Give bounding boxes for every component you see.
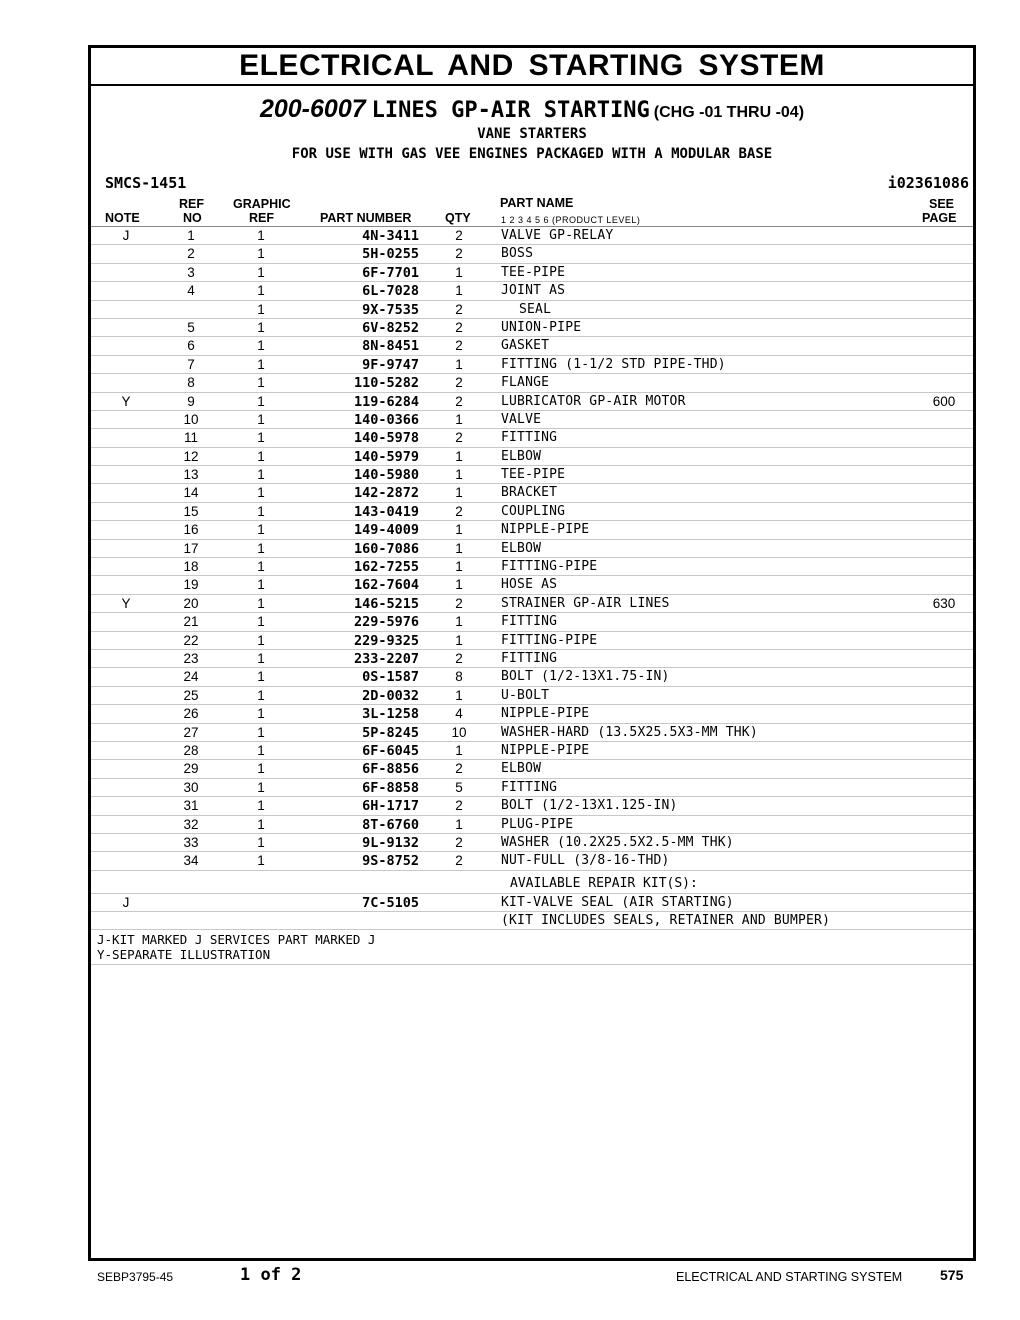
part-name-cell: ELBOW [501, 540, 542, 556]
part-number-cell: 6F-8856 [362, 761, 419, 778]
footer-page-of: 1 of 2 [240, 1265, 302, 1285]
part-number-cell: 6F-7701 [362, 264, 419, 281]
col-note-header: NOTE [105, 211, 140, 225]
qty-cell: 1 [455, 559, 463, 575]
graphic-ref-cell: 1 [257, 816, 265, 832]
col-see-header-bottom: PAGE [922, 211, 957, 225]
graphic-ref-cell: 1 [257, 503, 265, 519]
table-row [91, 319, 973, 337]
qty-cell: 1 [455, 577, 463, 593]
graphic-ref-cell: 1 [257, 669, 265, 685]
part-number-cell: 142-2872 [353, 485, 419, 502]
graphic-ref-cell: 1 [257, 798, 265, 814]
part-number-cell: 6L-7028 [362, 283, 419, 300]
graphic-ref-cell: 1 [257, 687, 265, 703]
kit-row [91, 894, 973, 912]
product-level-header: 1 2 3 4 5 6 (PRODUCT LEVEL) [501, 215, 641, 225]
part-name-cell: BOSS [501, 246, 534, 262]
part-name-cell: BOLT (1/2-13X1.75-IN) [501, 669, 670, 685]
graphic-ref-cell: 1 [257, 853, 265, 869]
ref-number-cell: 4 [187, 283, 195, 299]
table-row [91, 301, 973, 319]
col-ref-header-top: REF [179, 197, 204, 211]
table-row [91, 613, 973, 631]
footer-system-name: ELECTRICAL AND STARTING SYSTEM [676, 1270, 903, 1284]
col-see-header-top: SEE [929, 197, 955, 211]
part-name-cell: WASHER (10.2X25.5X2.5-MM THK) [501, 834, 734, 850]
kit-note: J [122, 894, 130, 910]
part-name-cell: TEE-PIPE [501, 467, 566, 483]
table-row [91, 852, 973, 870]
part-number-cell: 140-5980 [353, 467, 419, 484]
table-row [91, 227, 973, 245]
part-number-cell: 0S-1587 [362, 669, 419, 686]
qty-cell: 2 [455, 853, 463, 869]
part-number-cell: 8T-6760 [362, 816, 419, 833]
part-number-cell: 5P-8245 [362, 724, 419, 741]
note-cell: Y [121, 393, 131, 409]
part-number-cell: 149-4009 [353, 522, 419, 539]
ref-number-cell: 3 [187, 264, 195, 280]
ref-number-cell: 30 [183, 779, 199, 795]
graphic-ref-cell: 1 [257, 393, 265, 409]
ref-number-cell: 17 [183, 540, 199, 556]
part-name-cell: TEE-PIPE [501, 264, 566, 280]
ref-number-cell: 28 [183, 742, 199, 758]
footer-doc-number: SEBP3795-45 [97, 1270, 174, 1284]
qty-cell: 4 [455, 706, 463, 722]
group-name: LINES GP-AIR STARTING [371, 98, 650, 123]
graphic-ref-cell: 1 [257, 301, 265, 317]
table-row [91, 779, 973, 797]
ref-number-cell: 29 [183, 761, 199, 777]
graphic-ref-cell: 1 [257, 724, 265, 740]
table-row [91, 576, 973, 594]
qty-cell: 1 [455, 632, 463, 648]
part-name-cell: FITTING [501, 650, 558, 666]
table-row [91, 356, 973, 374]
ref-number-cell: 33 [183, 834, 199, 850]
see-page-cell: 600 [932, 393, 956, 409]
graphic-ref-cell: 1 [257, 448, 265, 464]
table-row [91, 337, 973, 355]
kit-name: KIT-VALVE SEAL (AIR STARTING) [501, 894, 734, 910]
footer-page-number: 575 [940, 1267, 964, 1283]
part-number-cell: 162-7604 [353, 577, 419, 594]
qty-cell: 2 [455, 595, 463, 611]
graphic-ref-cell: 1 [257, 228, 265, 243]
ref-number-cell: 1 [187, 228, 195, 243]
ref-number-cell: 23 [183, 650, 199, 666]
kit-includes: (KIT INCLUDES SEALS, RETAINER AND BUMPER) [501, 913, 831, 929]
ref-number-cell: 8 [187, 375, 195, 391]
part-name-cell: ELBOW [501, 448, 542, 464]
table-row [91, 687, 973, 705]
part-name-cell: FLANGE [501, 375, 550, 391]
ref-number-cell: 25 [183, 687, 199, 703]
part-number-cell: 6H-1717 [362, 798, 419, 815]
graphic-ref-cell: 1 [257, 540, 265, 556]
graphic-ref-cell: 1 [257, 761, 265, 777]
qty-cell: 2 [455, 319, 463, 335]
graphic-ref-cell: 1 [257, 356, 265, 372]
part-name-cell: PLUG-PIPE [501, 816, 574, 832]
smcs-row [91, 172, 973, 196]
table-row [91, 484, 973, 502]
table-row [91, 650, 973, 668]
qty-cell: 1 [455, 356, 463, 372]
graphic-ref-cell: 1 [257, 577, 265, 593]
table-row [91, 503, 973, 521]
qty-cell: 2 [455, 246, 463, 262]
graphic-ref-cell: 1 [257, 742, 265, 758]
part-name-cell: NIPPLE-PIPE [501, 742, 590, 758]
smcs-code: SMCS-1451 [105, 174, 187, 192]
group-subtitle-1: VANE STARTERS [477, 126, 587, 142]
ref-number-cell: 22 [183, 632, 199, 648]
part-name-cell: VALVE GP-RELAY [501, 228, 614, 243]
table-row [91, 429, 973, 447]
part-number-cell: 9L-9132 [362, 834, 419, 851]
qty-cell: 1 [455, 283, 463, 299]
qty-cell: 2 [455, 393, 463, 409]
part-number-cell: 9X-7535 [362, 301, 419, 318]
part-name-cell: SEAL [519, 301, 552, 317]
part-name-cell: WASHER-HARD (13.5X25.5X3-MM THK) [501, 724, 758, 740]
kit-heading-row [91, 871, 973, 894]
part-number-cell: 5H-0255 [362, 246, 419, 263]
kit-heading: AVAILABLE REPAIR KIT(S): [510, 875, 698, 891]
qty-cell: 1 [455, 411, 463, 427]
graphic-ref-cell: 1 [257, 430, 265, 446]
table-row [91, 760, 973, 778]
part-name-cell: ELBOW [501, 761, 542, 777]
ref-number-cell: 10 [183, 411, 199, 427]
part-number-cell: 8N-8451 [362, 338, 419, 355]
col-part-number-header: PART NUMBER [320, 211, 412, 225]
ref-number-cell: 27 [183, 724, 199, 740]
graphic-ref-cell: 1 [257, 779, 265, 795]
qty-cell: 5 [455, 779, 463, 795]
part-number-cell: 160-7086 [353, 540, 419, 557]
qty-cell: 1 [455, 467, 463, 483]
qty-cell: 1 [455, 485, 463, 501]
qty-cell: 2 [455, 375, 463, 391]
graphic-ref-cell: 1 [257, 834, 265, 850]
note-y: Y-SEPARATE ILLUSTRATION [97, 947, 271, 963]
qty-cell: 1 [455, 522, 463, 538]
qty-cell: 1 [455, 540, 463, 556]
part-number-cell: 9S-8752 [362, 853, 419, 870]
col-graphic-header-top: GRAPHIC [233, 197, 291, 211]
kit-part-number: 7C-5105 [362, 894, 419, 911]
ref-number-cell: 7 [187, 356, 195, 372]
table-header [91, 196, 973, 227]
part-number-cell: 140-5979 [353, 448, 419, 465]
ref-number-cell: 24 [183, 669, 199, 685]
note-cell: J [122, 228, 130, 243]
part-number-cell: 2D-0032 [362, 687, 419, 704]
qty-cell: 2 [455, 798, 463, 814]
part-name-cell: HOSE AS [501, 577, 558, 593]
qty-cell: 2 [455, 301, 463, 317]
part-number-cell: 6V-8252 [362, 319, 419, 336]
col-part-name-header: PART NAME [500, 196, 574, 210]
table-row [91, 742, 973, 760]
qty-cell: 2 [455, 228, 463, 243]
col-qty-header: QTY [445, 211, 471, 225]
part-number-cell: 3L-1258 [362, 706, 419, 723]
group-change-range: (CHG -01 THRU -04) [653, 104, 805, 121]
graphic-ref-cell: 1 [257, 595, 265, 611]
ref-number-cell: 2 [187, 246, 195, 262]
part-number-cell: 4N-3411 [362, 228, 419, 244]
part-name-cell: FITTING [501, 430, 558, 446]
table-row [91, 264, 973, 282]
part-name-cell: UNION-PIPE [501, 319, 582, 335]
part-number-cell: 233-2207 [353, 650, 419, 667]
ref-number-cell: 6 [187, 338, 195, 354]
ref-number-cell: 15 [183, 503, 199, 519]
ref-number-cell: 26 [183, 706, 199, 722]
part-name-cell: STRAINER GP-AIR LINES [501, 595, 670, 611]
qty-cell: 1 [455, 448, 463, 464]
part-name-cell: FITTING-PIPE [501, 632, 598, 648]
col-graphic-header-bottom: REF [249, 211, 274, 225]
graphic-ref-cell: 1 [257, 283, 265, 299]
part-number-cell: 162-7255 [353, 559, 419, 576]
part-name-cell: BRACKET [501, 485, 558, 501]
graphic-ref-cell: 1 [257, 522, 265, 538]
graphic-ref-cell: 1 [257, 650, 265, 666]
group-title-line [91, 94, 973, 124]
parts-page-frame [88, 45, 976, 1261]
ref-number-cell: 12 [183, 448, 199, 464]
part-number-cell: 229-9325 [353, 632, 419, 649]
ref-number-cell: 19 [183, 577, 199, 593]
qty-cell: 2 [455, 834, 463, 850]
qty-cell: 2 [455, 430, 463, 446]
col-ref-header-bottom: NO [183, 211, 202, 225]
qty-cell: 1 [455, 742, 463, 758]
part-name-cell: FITTING-PIPE [501, 559, 598, 575]
ref-number-cell: 16 [183, 522, 199, 538]
part-number-cell: 143-0419 [353, 503, 419, 520]
part-name-cell: FITTING (1-1/2 STD PIPE-THD) [501, 356, 726, 372]
ref-number-cell: 13 [183, 467, 199, 483]
qty-cell: 1 [455, 687, 463, 703]
qty-cell: 1 [455, 264, 463, 280]
graphic-ref-cell: 1 [257, 246, 265, 262]
table-row [91, 540, 973, 558]
graphic-ref-cell: 1 [257, 485, 265, 501]
graphic-ref-cell: 1 [257, 375, 265, 391]
graphic-ref-cell: 1 [257, 319, 265, 335]
table-row [91, 521, 973, 539]
part-number-cell: 140-0366 [353, 411, 419, 428]
graphic-ref-cell: 1 [257, 632, 265, 648]
table-row [91, 245, 973, 263]
table-row [91, 595, 973, 613]
qty-cell: 1 [455, 816, 463, 832]
group-subtitle-2: FOR USE WITH GAS VEE ENGINES PACKAGED WITH A MODULAR BASE [291, 146, 773, 162]
graphic-ref-cell: 1 [257, 467, 265, 483]
table-row [91, 558, 973, 576]
qty-cell: 2 [455, 761, 463, 777]
part-number-cell: 9F-9747 [362, 356, 419, 373]
notes-legend [91, 930, 973, 965]
part-number-cell: 140-5978 [353, 430, 419, 447]
kit-includes-row [91, 912, 973, 930]
part-name-cell: COUPLING [501, 503, 566, 519]
qty-cell: 8 [455, 669, 463, 685]
ref-number-cell: 34 [183, 853, 199, 869]
part-number-cell: 229-5976 [353, 614, 419, 631]
table-row [91, 724, 973, 742]
part-name-cell: GASKET [501, 338, 550, 354]
qty-cell: 2 [455, 650, 463, 666]
part-name-cell: FITTING [501, 614, 558, 630]
part-name-cell: NUT-FULL (3/8-16-THD) [501, 853, 670, 869]
graphic-ref-cell: 1 [257, 559, 265, 575]
part-number-cell: 6F-6045 [362, 742, 419, 759]
ref-number-cell: 9 [187, 393, 195, 409]
see-page-cell: 630 [932, 595, 956, 611]
table-row [91, 374, 973, 392]
table-row [91, 411, 973, 429]
part-name-cell: VALVE [501, 411, 542, 427]
parts-list [91, 227, 973, 871]
table-row [91, 466, 973, 484]
illustration-id: i02361086 [887, 174, 969, 192]
table-row [91, 797, 973, 815]
part-name-cell: LUBRICATOR GP-AIR MOTOR [501, 393, 686, 409]
part-name-cell: NIPPLE-PIPE [501, 522, 590, 538]
ref-number-cell: 21 [183, 614, 199, 630]
table-row [91, 393, 973, 411]
part-name-cell: NIPPLE-PIPE [501, 706, 590, 722]
part-name-cell: FITTING [501, 779, 558, 795]
graphic-ref-cell: 1 [257, 264, 265, 280]
graphic-ref-cell: 1 [257, 338, 265, 354]
qty-cell: 2 [455, 503, 463, 519]
ref-number-cell: 32 [183, 816, 199, 832]
part-name-cell: BOLT (1/2-13X1.125-IN) [501, 798, 678, 814]
table-row [91, 632, 973, 650]
table-row [91, 668, 973, 686]
part-number-cell: 146-5215 [353, 595, 419, 612]
ref-number-cell: 20 [183, 595, 199, 611]
table-row [91, 705, 973, 723]
graphic-ref-cell: 1 [257, 706, 265, 722]
note-cell: Y [121, 595, 131, 611]
group-number: 200-6007 [259, 95, 366, 123]
part-number-cell: 6F-8858 [362, 779, 419, 796]
graphic-ref-cell: 1 [257, 614, 265, 630]
part-number-cell: 119-6284 [353, 393, 419, 410]
part-number-cell: 110-5282 [353, 375, 419, 392]
qty-cell: 1 [455, 614, 463, 630]
ref-number-cell: 18 [183, 559, 199, 575]
part-name-cell: U-BOLT [501, 687, 550, 703]
table-row [91, 816, 973, 834]
table-row [91, 834, 973, 852]
ref-number-cell: 14 [183, 485, 199, 501]
section-title: ELECTRICAL AND STARTING SYSTEM [91, 48, 973, 86]
ref-number-cell: 31 [183, 798, 199, 814]
part-name-cell: JOINT AS [501, 283, 566, 299]
graphic-ref-cell: 1 [257, 411, 265, 427]
table-row [91, 448, 973, 466]
table-row [91, 282, 973, 300]
qty-cell: 10 [451, 724, 467, 740]
ref-number-cell: 11 [183, 430, 198, 446]
note-j: J-KIT MARKED J SERVICES PART MARKED J [97, 932, 376, 948]
qty-cell: 2 [455, 338, 463, 354]
page-footer [0, 1262, 1020, 1286]
ref-number-cell: 5 [187, 319, 195, 335]
